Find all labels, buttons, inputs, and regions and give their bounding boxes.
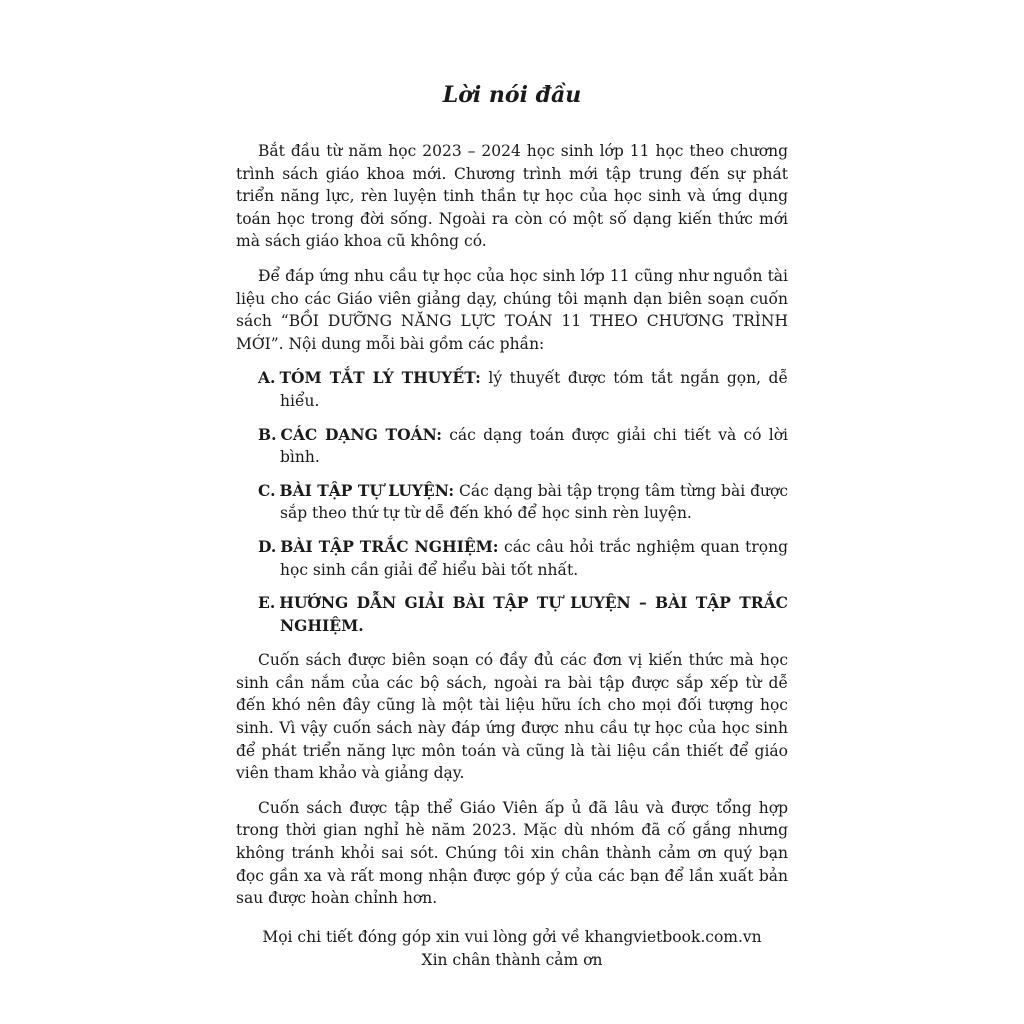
closing-note [236,926,788,972]
paragraph-purpose: Để đáp ứng nhu cầu tự học của học sinh lớp 11 cũng như nguồn tài liệu cho các Giáo viên giảng dạy, chúng tôi mạnh dạn biên soạn cuốn sách “BỒI DƯỠNG NĂNG LỰC TOÁN 11 THEO CHƯƠNG TRÌNH MỚI”. Nội dung mỗi bài gồm các phần: [236,266,788,353]
section-item-c [236,480,788,525]
section-description: lý thuyết được tóm tắt ngắn gọn, dễ hiểu. [280,369,788,410]
section-item-e [236,592,788,637]
section-letter: B. [258,424,277,444]
thank-you-line: Xin chân thành cảm ơn [421,950,603,969]
page-title: Lời nói đầu [442,82,582,108]
preface-content [236,80,788,972]
section-heading: BÀI TẬP TRẮC NGHIỆM: [280,536,499,556]
section-description: Các dạng bài tập trọng tâm từng bài được sắp theo thứ tự từ dễ đến khó để học sinh rèn luyện. [280,481,788,523]
section-letter: C. [258,480,276,500]
section-item-a [236,367,788,412]
section-heading: BÀI TẬP TỰ LUYỆN: [279,480,455,500]
section-letter: D. [258,536,277,556]
paragraph-benefits: Cuốn sách được biên soạn có đầy đủ các đơn vị kiến thức mà học sinh cần nắm của các bộ sách, ngoài ra bài tập được sắp xếp từ dễ đến khó nên đây cũng là một tài liệu hữu ích cho mọi đối tượng học sinh. Vì vậy cuốn sách này đáp ứng được nhu cầu tự học của học sinh để phát triển năng lực môn toán và cũng là tài liệu cần thiết để giáo viên tham khảo và giảng dạy. [236,651,788,783]
section-item-b [236,424,788,469]
section-letter: A. [258,368,276,388]
section-heading: HƯỚNG DẪN GIẢI BÀI TẬP TỰ LUYỆN – BÀI TẬP TRẮC NGHIỆM. [279,593,788,635]
section-list [236,367,788,637]
paragraph-intro: Bắt đầu từ năm học 2023 – 2024 học sinh lớp 11 học theo chương trình sách giáo khoa mới. Chương trình mới tập trung đến sự phát triển năng lực, rèn luyện tinh thần tự học của học sinh và ứng dụng toán học trong đời sống. Ngoài ra còn có một số dạng kiến thức mới mà sách giáo khoa cũ không có. [236,142,788,251]
section-description: các câu hỏi trắc nghiệm quan trọng học sinh cần giải để hiểu bài tốt nhất. [280,537,788,579]
section-heading: TÓM TẮT LÝ THUYẾT: [279,368,481,388]
section-item-d [236,536,788,581]
paragraph-thanks: Cuốn sách được tập thể Giáo Viên ấp ủ đã lâu và được tổng hợp trong thời gian nghỉ hè năm 2023. Mặc dù nhóm đã cố gắng nhưng không tránh khỏi sai sót. Chúng tôi xin chân thành cảm ơn quý bạn đọc gần xa và rất mong nhận được góp ý của các bạn để lần xuất bản sau được hoàn chỉnh hơn. [236,798,788,908]
section-heading: CÁC DẠNG TOÁN: [280,424,442,444]
contact-line: Mọi chi tiết đóng góp xin vui lòng gởi về khangvietbook.com.vn [262,927,762,946]
section-letter: E. [258,593,276,613]
section-description: các dạng toán được giải chi tiết và có lời bình. [280,425,788,467]
